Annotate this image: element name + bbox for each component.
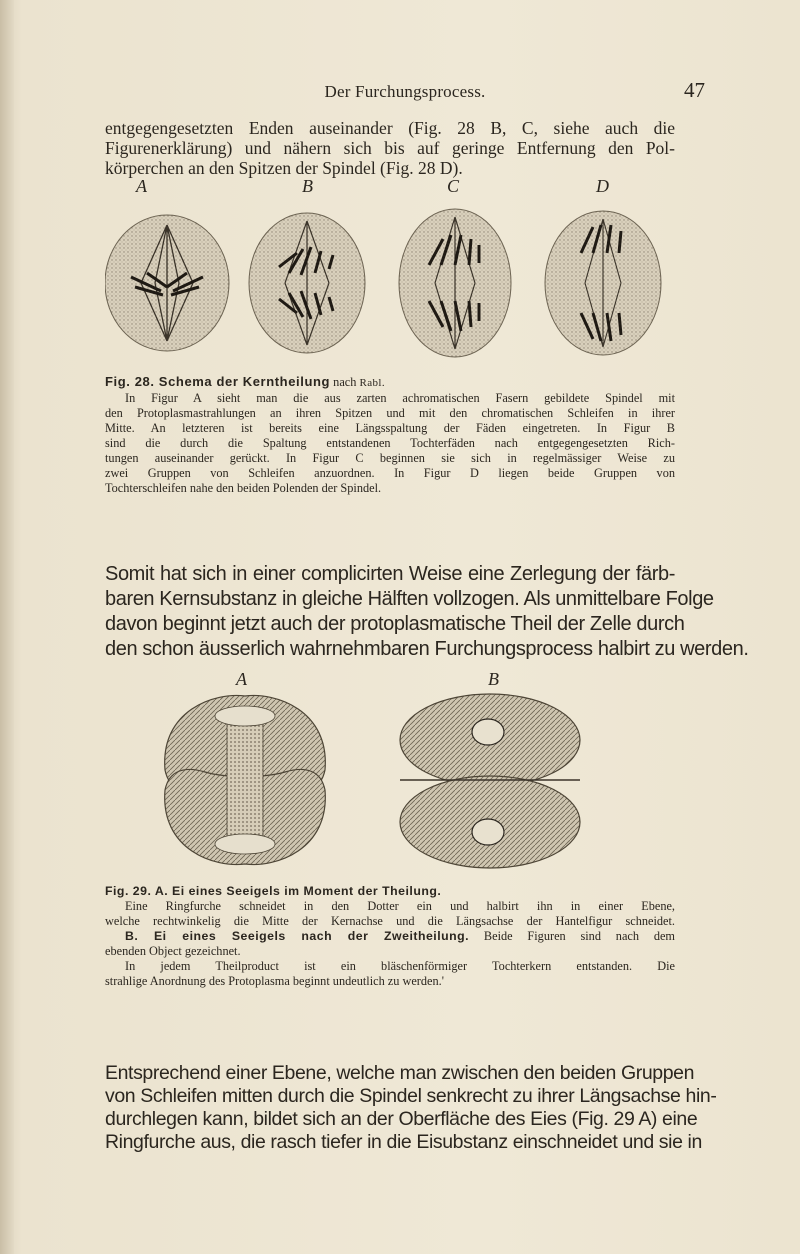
page-number: 47	[684, 78, 705, 102]
caption-line: sind die durch die Spaltung entstandenen Tochterfäden nach entgegengesetzten Rich-	[105, 436, 675, 450]
egg-b	[400, 694, 580, 868]
paragraph-1	[105, 118, 675, 178]
caption-line-b	[105, 929, 675, 944]
caption-line: tungen auseinander gerückt. In Figur C beginnen sie sich in regelmässiger Weise zu	[105, 451, 675, 465]
figure-label-a: A	[136, 176, 147, 196]
caption-line: In jedem Theilproduct ist ein bläschenförmiger Tochterkern entstanden. Die	[125, 959, 675, 973]
caption-line: Mitte. An letzteren ist bereits eine Längsspaltung der Fäden eingetreten. In Figur B	[105, 421, 675, 435]
caption-line: welche rechtwinkelig die Mitte der Kernachse und die Längsachse der Hantelfigur schneidet.	[105, 914, 675, 928]
text-line: den schon äusserlich wahrnehmbaren Furchungsprocess halbirt zu werden.	[105, 638, 749, 660]
running-head	[105, 80, 705, 106]
text-line: Ringfurche aus, die rasch tiefer in die Eisubstanz einschneidet und sie in	[105, 1131, 702, 1153]
text-line: entgegengesetzten Enden auseinander (Fig. 28 B, C, siehe auch die	[105, 118, 675, 138]
caption-heading	[105, 374, 675, 391]
text-line: Figurenerklärung) und nähern sich bis auf geringe Entfernung den Pol-	[105, 138, 675, 158]
figure-29-caption	[105, 884, 675, 989]
text-line: durchlegen kann, bildet sich an der Oberfläche des Eies (Fig. 29 A) eine	[105, 1108, 698, 1130]
caption-line: Tochterschleifen nahe den beiden Polenden der Spindel.	[105, 481, 382, 495]
page-binding-edge	[0, 0, 14, 1254]
cell-b	[249, 213, 365, 353]
running-title: Der Furchungsprocess.	[324, 82, 486, 101]
text-line: körperchen an den Spitzen der Spindel (Fig. 28 D).	[105, 158, 463, 178]
figure-label-b: B	[302, 176, 313, 196]
figure-label-c: C	[447, 176, 460, 196]
cell-c	[399, 209, 511, 357]
text-line: davon beginnt jetzt auch der protoplasmatische Theil der Zelle durch	[105, 613, 685, 635]
figure-label-d: D	[596, 176, 609, 196]
figure-28-caption	[105, 374, 675, 496]
cell-a	[105, 215, 229, 351]
caption-line: strahlige Anordnung des Protoplasma beginnt undeutlich zu werden.'	[105, 974, 444, 988]
text-line: Entsprechend einer Ebene, welche man zwischen den beiden Gruppen	[105, 1062, 695, 1084]
caption-line: zwei Gruppen von Schleifen anzuordnen. In Figur D liegen beide Gruppen von	[105, 466, 675, 480]
caption-b-label: B. Ei eines Seeigels nach der Zweitheilung.	[125, 929, 470, 943]
text-line: von Schleifen mitten durch die Spindel senkrecht zu ihrer Längsachse hin-	[105, 1085, 717, 1107]
mitosis-schema-illustration	[105, 195, 670, 370]
caption-b-rest: Beide Figuren sind nach dem	[483, 929, 675, 943]
caption-line: In Figur A sieht man die aus zarten achromatischen Fasern gebildete Spindel mit	[125, 391, 675, 405]
text-line: baren Kernsubstanz in gleiche Hälften vollzogen. Als unmittelbare Folge	[105, 588, 714, 610]
egg-a	[165, 695, 326, 864]
caption-line: den Protoplasmastrahlungen an ihren Spitzen und mit den chromatischen Schleifen in ihrer	[105, 406, 675, 420]
caption-line: Eine Ringfurche schneidet in den Dotter ein und halbirt ihn in einer Ebene,	[125, 899, 675, 913]
figure-label-b: B	[488, 669, 499, 689]
paragraph-2	[105, 562, 749, 662]
text-line: Somit hat sich in einer complicirten Weise eine Zerlegung der färb-	[105, 563, 675, 585]
caption-title: Fig. 28. Schema der Kerntheilung	[105, 374, 331, 389]
cell-d	[545, 211, 661, 355]
caption-title: Fig. 29. A. Ei eines Seeigels im Moment der Theilung.	[105, 884, 442, 898]
caption-author: Rabl.	[359, 377, 385, 389]
figure-label-a: A	[236, 669, 247, 689]
sea-urchin-egg-illustration	[140, 690, 620, 870]
caption-after: nach	[333, 375, 357, 389]
caption-line: ebenden Object gezeichnet.	[105, 944, 241, 958]
paragraph-3	[105, 1062, 717, 1154]
